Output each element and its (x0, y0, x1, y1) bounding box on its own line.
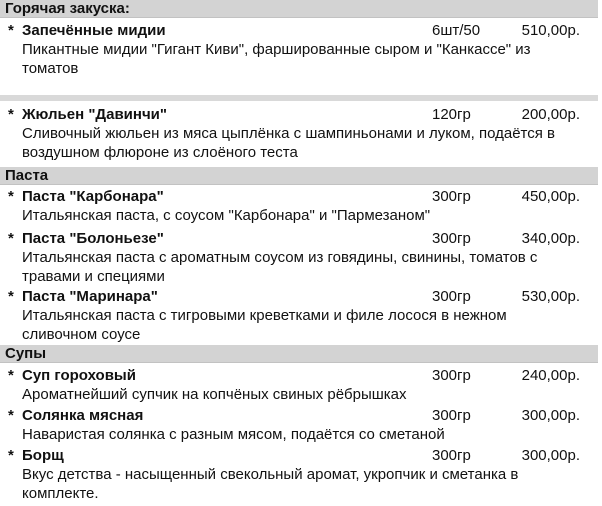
item-name: Запечённые мидии (22, 22, 166, 39)
menu-item (0, 187, 600, 225)
item-portion: 300гр (432, 367, 471, 384)
item-portion: 300гр (432, 188, 471, 205)
item-name: Суп гороховый (22, 367, 136, 384)
item-price: 240,00р. (521, 367, 580, 384)
item-description: Наваристая солянка с разным мясом, подаётся со сметаной (22, 426, 445, 443)
item-description: Пикантные мидии "Гигант Киви", фаршированные сыром и "Канкассе" из томатов (22, 41, 531, 77)
bullet-star: * (8, 22, 14, 39)
item-price: 450,00р. (521, 188, 580, 205)
menu-item (0, 229, 600, 286)
item-portion: 300гр (432, 447, 471, 464)
menu-item (0, 446, 600, 503)
item-price: 510,00р. (521, 22, 580, 39)
item-price: 200,00р. (521, 106, 580, 123)
item-name: Жюльен "Давинчи" (22, 106, 167, 123)
item-portion: 300гр (432, 230, 471, 247)
menu-item (0, 366, 600, 404)
item-description: Сливочный жюльен из мяса цыплёнка с шампиньонами и луком, подаётся в воздушном флюроне из слоёного теста (22, 125, 555, 161)
item-name: Паста "Болоньезе" (22, 230, 164, 247)
bullet-star: * (8, 288, 14, 305)
bullet-star: * (8, 447, 14, 464)
item-price: 340,00р. (521, 230, 580, 247)
item-name: Паста "Маринара" (22, 288, 158, 305)
bullet-star: * (8, 188, 14, 205)
item-description: Итальянская паста, с соусом "Карбонара" и "Пармезаном" (22, 207, 431, 224)
item-price: 300,00р. (521, 407, 580, 424)
item-description: Ароматнейший супчик на копчёных свиных рёбрышках (22, 386, 407, 403)
menu-item (0, 406, 600, 444)
item-description: Итальянская паста с тигровыми креветками и филе лосося в нежном сливочном соусе (22, 307, 507, 343)
bullet-star: * (8, 367, 14, 384)
item-description: Вкус детства - насыщенный свекольный аромат, укропчик и сметанка в комплекте. (22, 466, 519, 502)
item-portion: 6шт/50 (432, 22, 481, 39)
bullet-star: * (8, 106, 14, 123)
item-separator-bar (0, 95, 598, 101)
item-name: Борщ (22, 447, 64, 464)
section-header-hot-appetizer: Горячая закуска: (0, 0, 598, 18)
item-portion: 300гр (432, 288, 471, 305)
item-name: Паста "Карбонара" (22, 188, 164, 205)
menu-item (0, 105, 600, 162)
section-header-soups: Супы (0, 345, 598, 363)
item-portion: 120гр (432, 106, 471, 123)
item-price: 300,00р. (521, 447, 580, 464)
bullet-star: * (8, 407, 14, 424)
menu-item (0, 287, 600, 344)
item-portion: 300гр (432, 407, 471, 424)
section-header-pasta: Паста (0, 167, 598, 185)
item-description: Итальянская паста с ароматным соусом из говядины, свинины, томатов с травами и специями (22, 249, 538, 285)
menu-item (0, 21, 600, 78)
bullet-star: * (8, 230, 14, 247)
item-name: Солянка мясная (22, 407, 144, 424)
item-price: 530,00р. (521, 288, 580, 305)
